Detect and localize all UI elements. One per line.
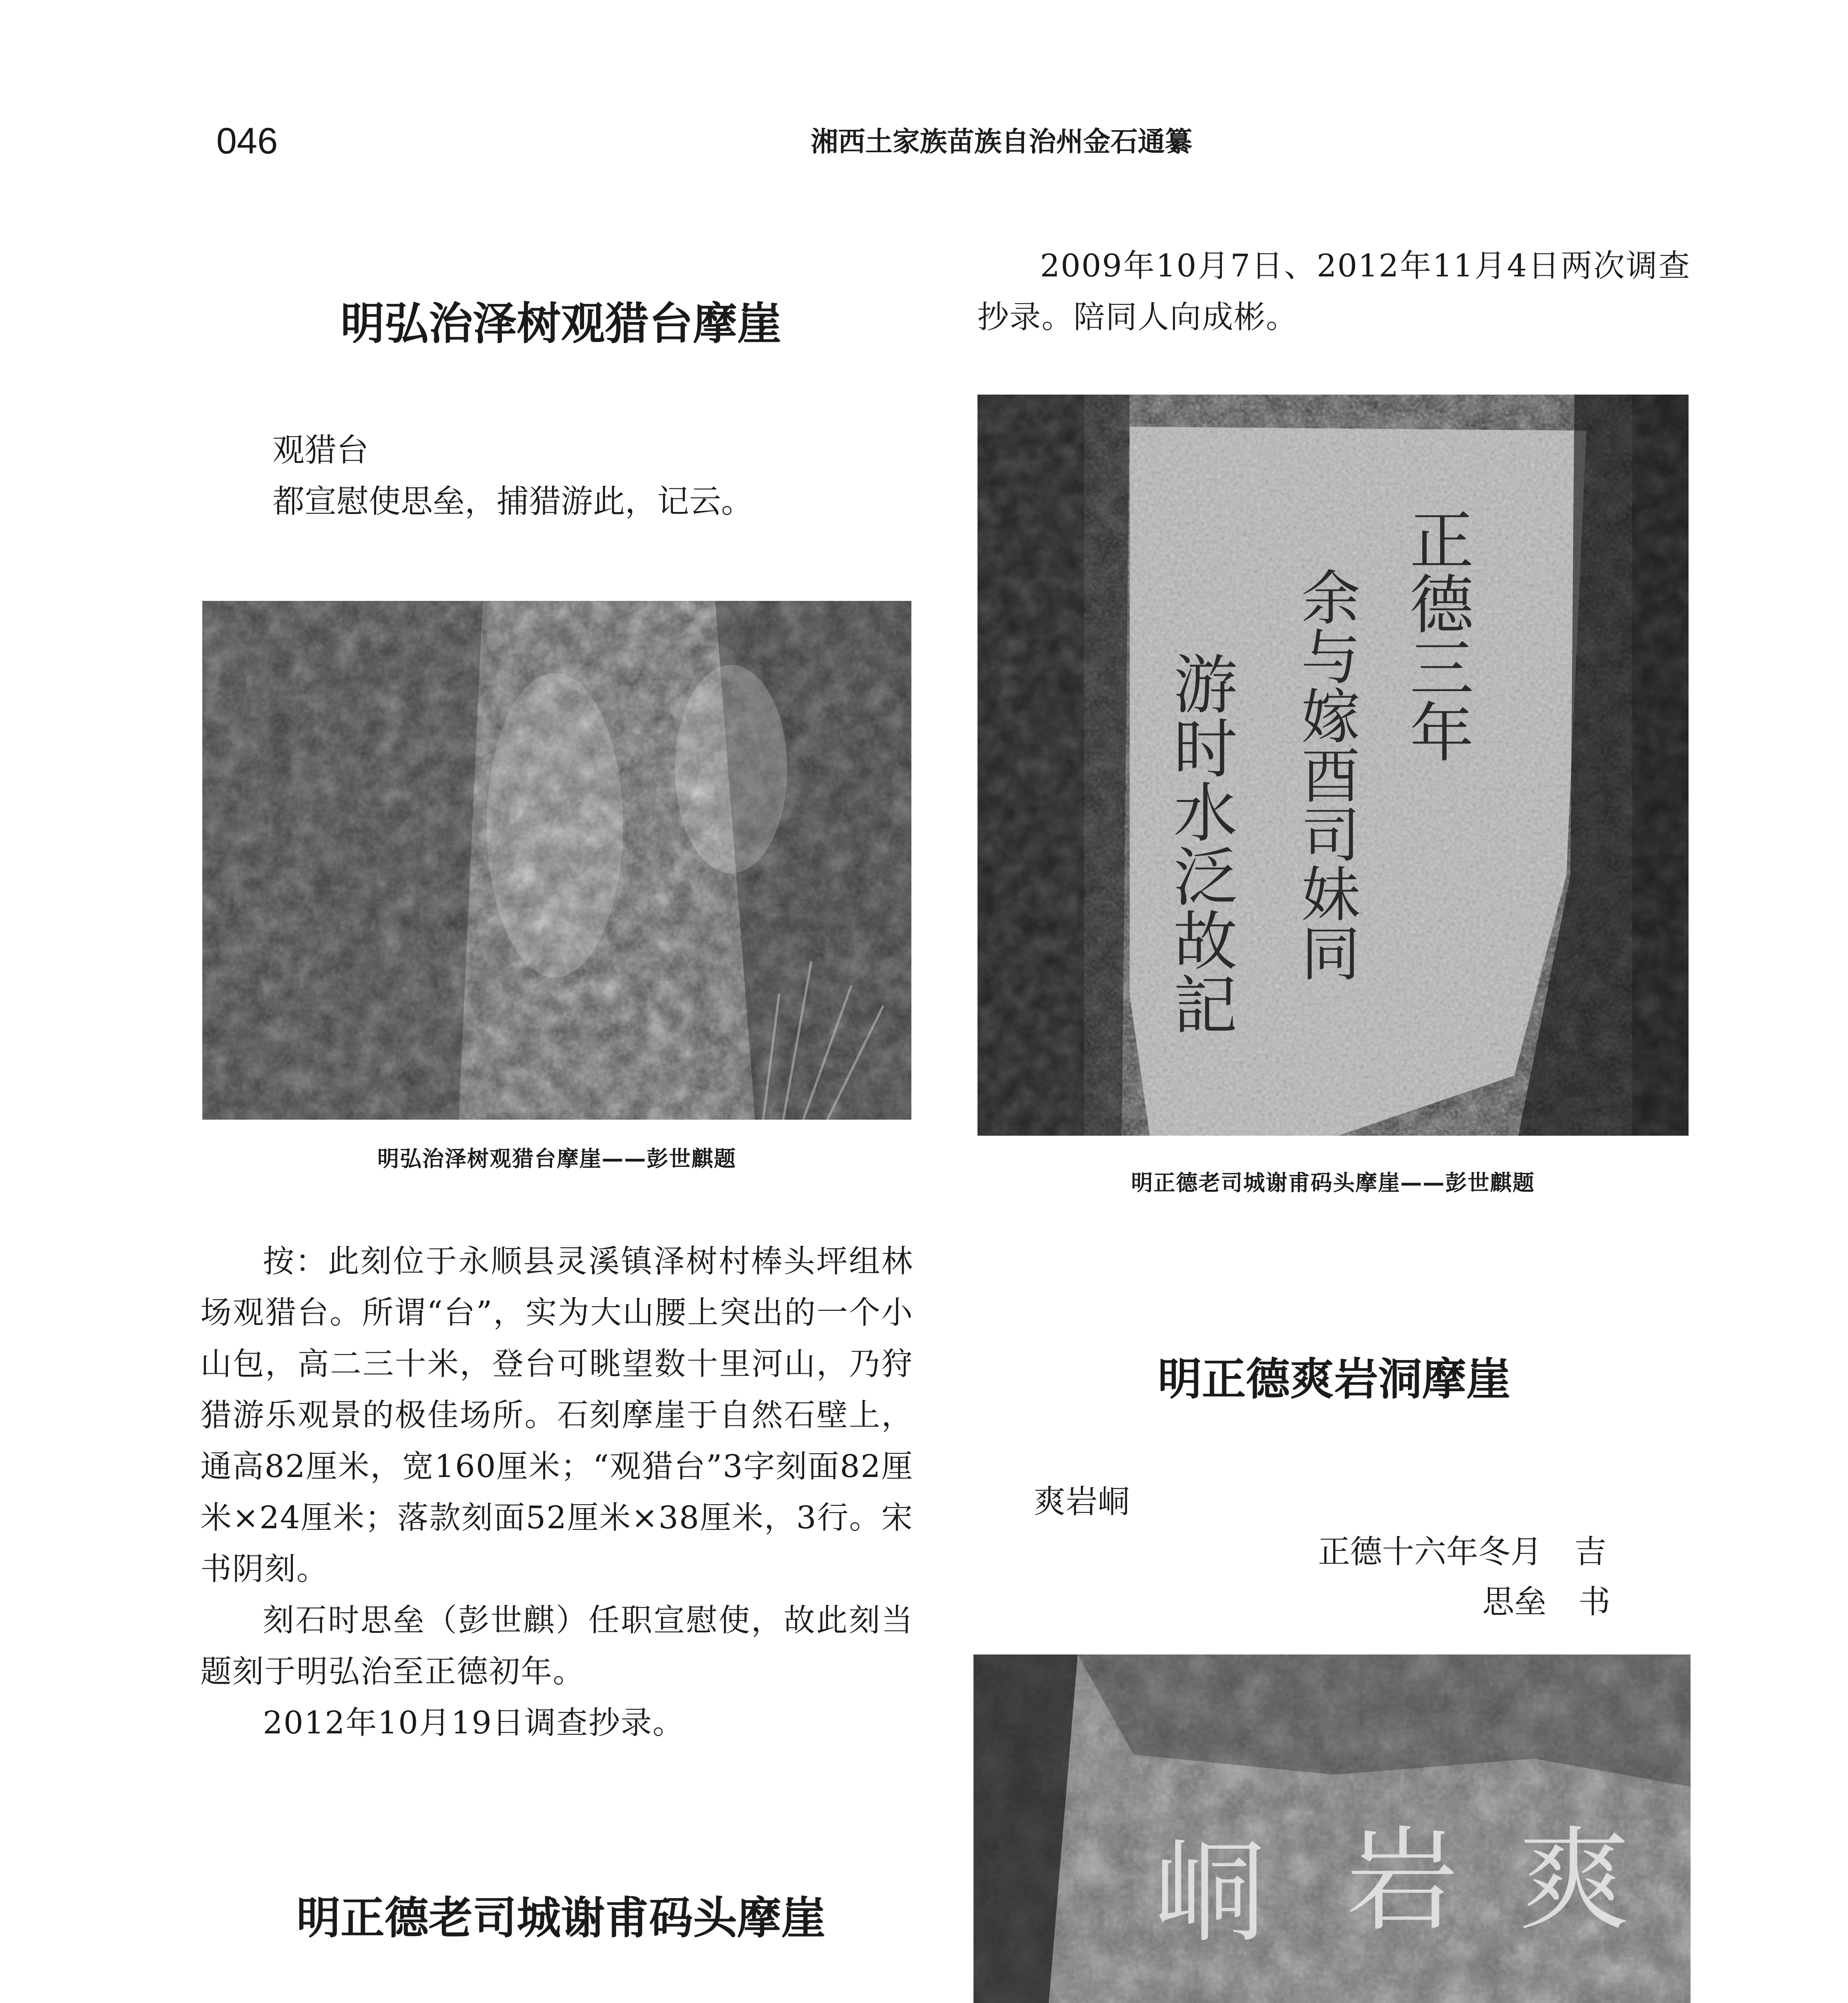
section1-note-3: 2012年10月19日调查抄录。 [263,1705,685,1741]
section2-title: 明正德老司城谢甫码头摩崖 [296,1892,825,1944]
section1-inscription-line-2: 都宣慰使思垒，捕猎游此，记云。 [272,483,753,520]
section1-inscription-line-1: 观猎台 [272,431,369,469]
book-title: 湘西土家族苗族自治州金石通纂 [810,126,1192,158]
section3-photo-char-2: 岩 [1346,1816,1458,1946]
section3-photo-char-1: 爽 [1518,1816,1630,1946]
section1-title: 明弘治泽树观猎台摩崖 [341,298,781,349]
section3-inscription-title: 爽岩峒 [1034,1483,1130,1520]
section2-note-3: 2009年10月7日、2012年11月4日两次调查抄录。陪同人向成彬。 [977,248,1691,335]
section3-photo [973,1654,1691,2003]
section2-photo-column-3: 游时水泛故記 [1163,651,1237,1036]
section2-photo-caption: 明正德老司城谢甫码头摩崖——彭世麒题 [1131,1170,1535,1195]
section1-photo [202,601,911,1120]
section3-photo-char-3: 峒 [1154,1828,1266,1958]
section3-title: 明正德爽岩洞摩崖 [1158,1354,1510,1405]
section2-photo [977,395,1689,1136]
section1-note-2: 刻石时思垒（彭世麒）任职宣慰使，故此刻当题刻于明弘治至正德初年。 [200,1602,913,1690]
section1-note-1: 按：此刻位于永顺县灵溪镇泽树村棒头坪组林场观猎台。所谓“台”，实为大山腰上突出的一个小山包，高二三十米，登台可眺望数十里河山，乃狩猎游乐观景的极佳场所。石刻摩崖于自然石壁上，通高82厘米，宽160厘米；“观猎台”3字刻面82厘米×24厘米；落款刻面52厘米×38厘米，3行。宋书阴刻。 [200,1243,913,1587]
section2-notes-right [977,240,1691,343]
section2-photo-column-2: 余与嫁酉司妹同 [1292,567,1360,982]
section3-signature-line: 思垒 书 [1482,1583,1610,1620]
page-number: 046 [216,121,278,161]
section3-date-line: 正德十六年冬月 吉 [1318,1533,1606,1570]
section1-photo-caption: 明弘治泽树观猎台摩崖——彭世麒题 [377,1146,736,1171]
section2-photo-column-1: 正德三年 [1399,507,1474,763]
section1-notes [200,1236,913,1749]
